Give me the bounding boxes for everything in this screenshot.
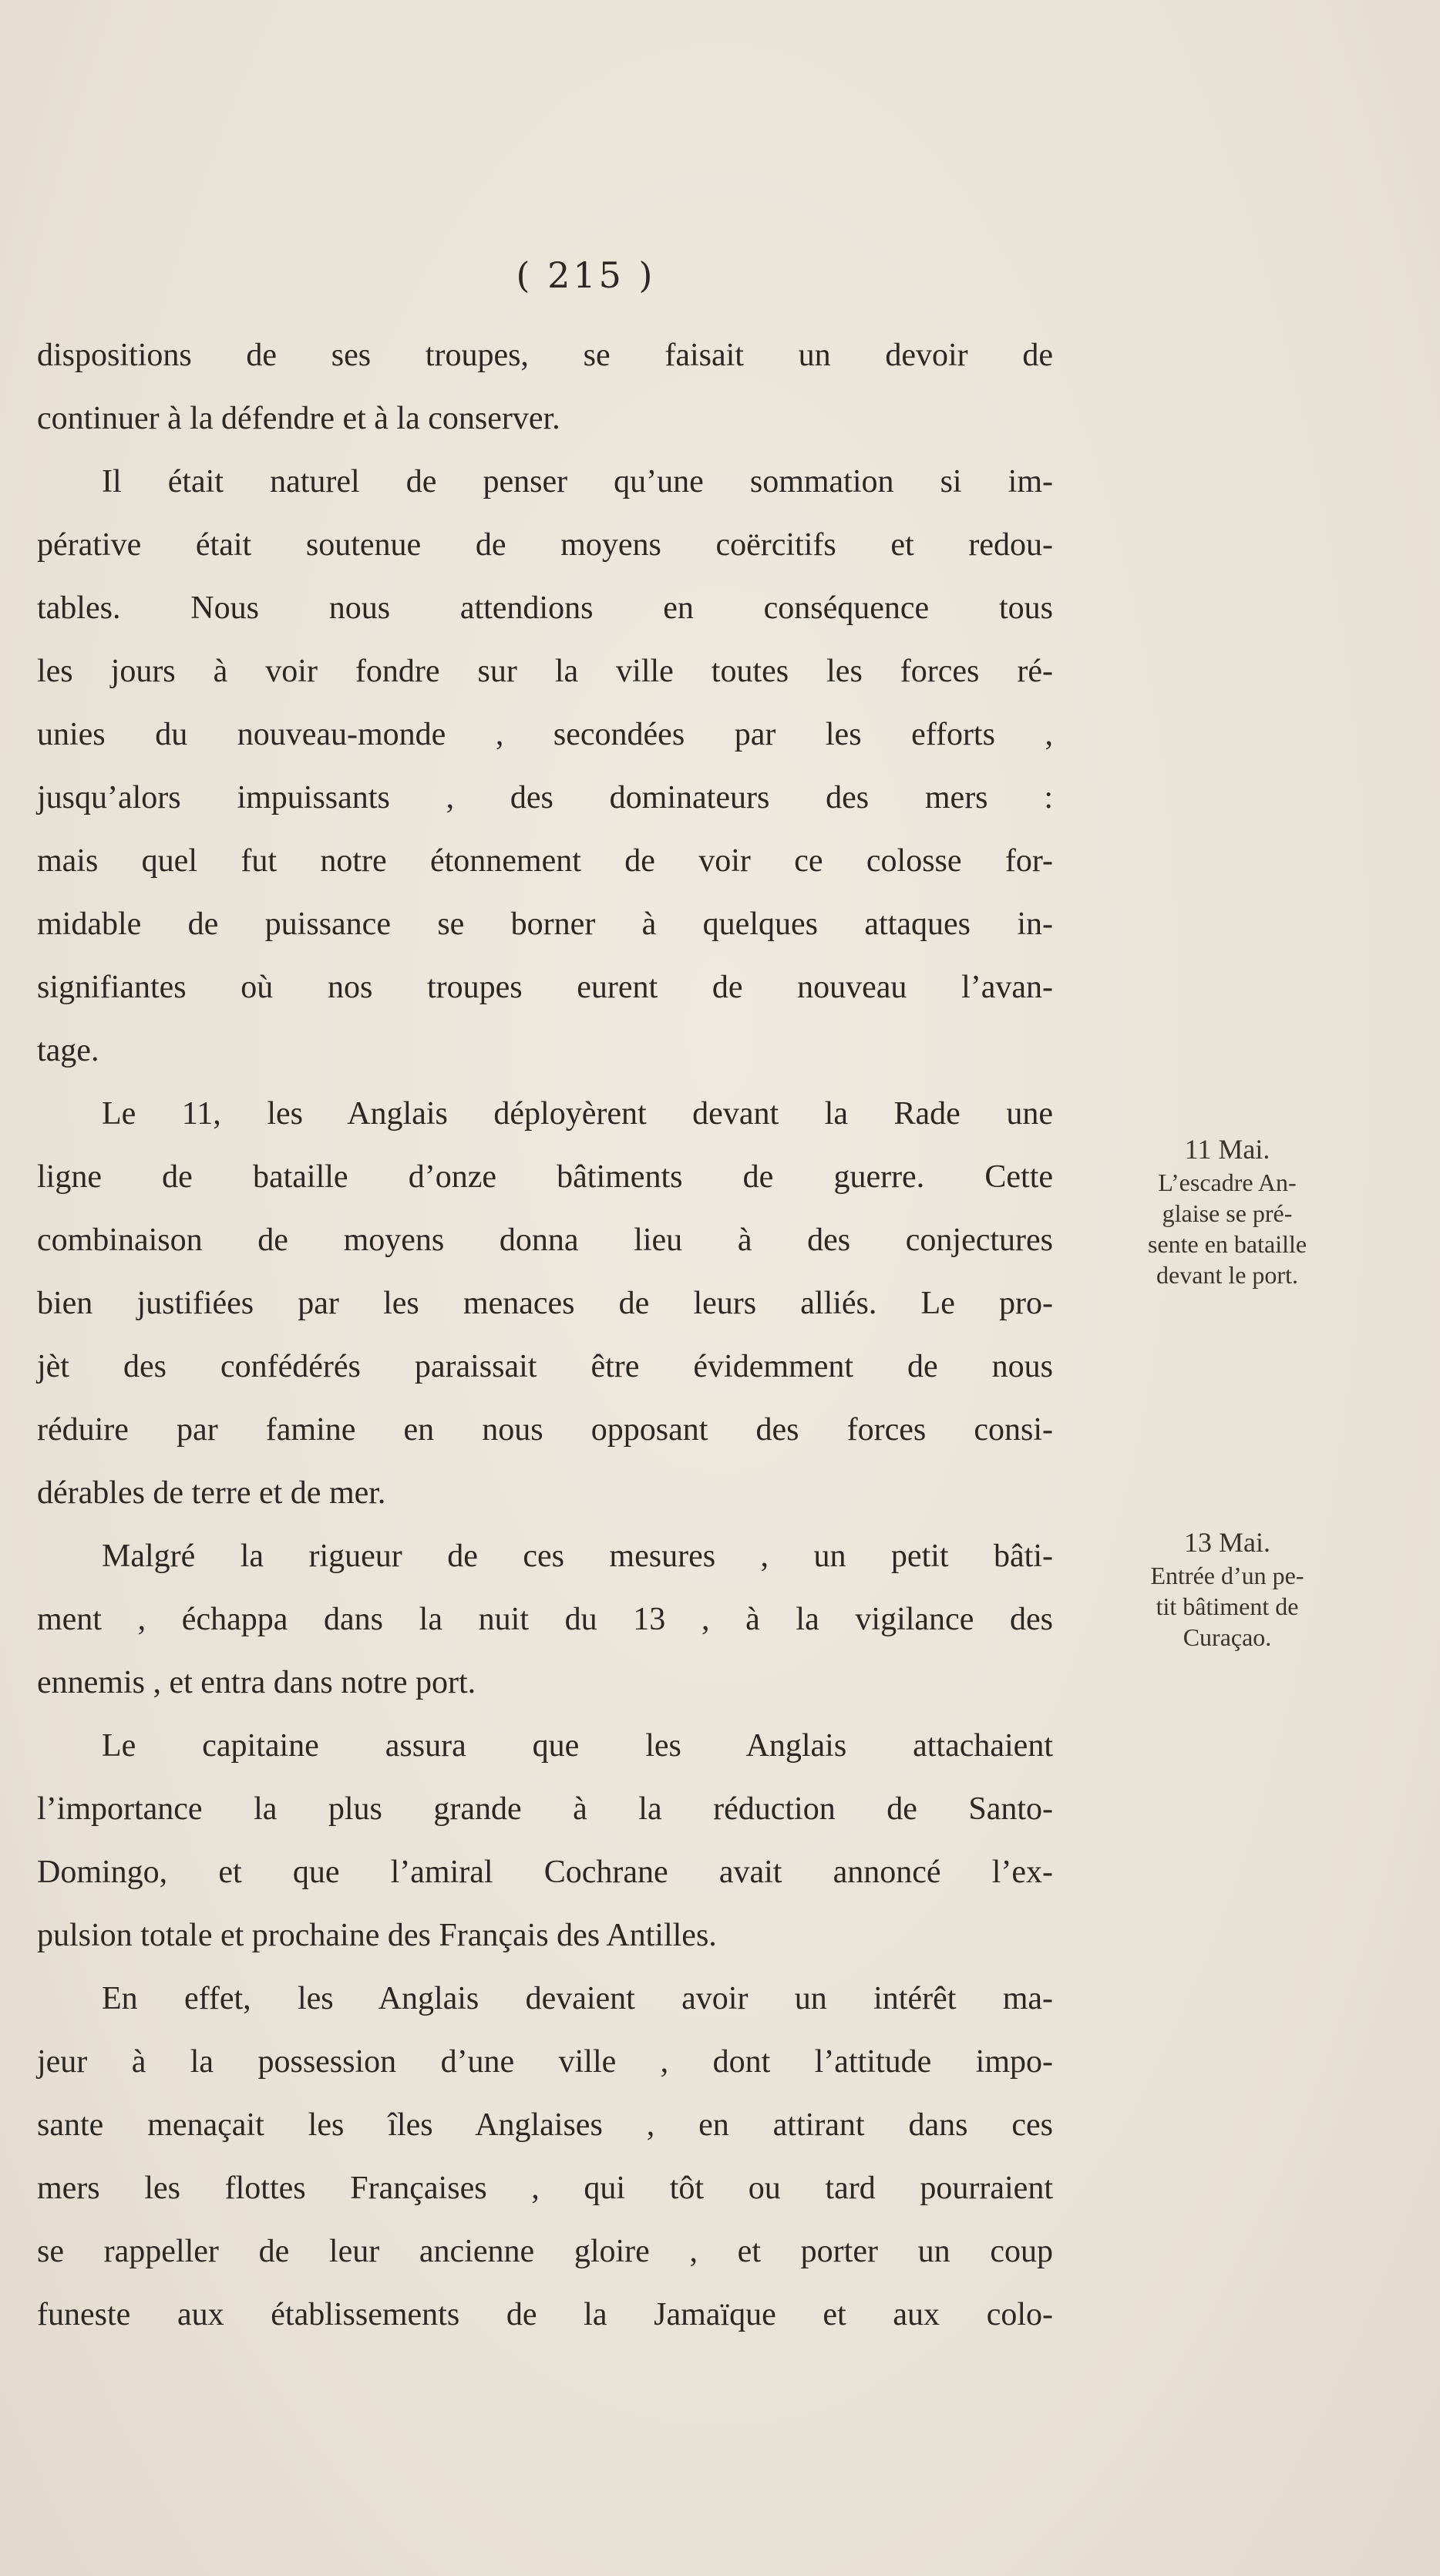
text-line: Le 11, les Anglais déployèrent devant la Rade une (102, 1096, 1053, 1132)
text-line: Domingo, et que l’amiral Cochrane avait annoncé l’ex- (37, 1855, 1053, 1890)
text-line: ligne de bataille d’onze bâtiments de guerre. Cette (37, 1159, 1053, 1195)
text-line: ennemis , et entra dans notre port. (37, 1665, 476, 1700)
margin-note-line: Curaçao. (1183, 1623, 1272, 1651)
text-line: les jours à voir fondre sur la ville toutes les forces ré- (37, 654, 1053, 689)
text-line: jèt des confédérés paraissait être évidemment de nous (37, 1349, 1053, 1384)
margin-note-date: 13 Mai. (1184, 1527, 1270, 1558)
margin-note-13-mai (1104, 1525, 1351, 1653)
text-line: dispositions de ses troupes, se faisait un devoir de (37, 338, 1053, 373)
text-line: se rappeller de leur ancienne gloire , et porter un coup (37, 2234, 1053, 2269)
text-line: continuer à la défendre et à la conserver. (37, 401, 560, 436)
text-line: tage. (37, 1033, 99, 1068)
text-line: mers les flottes Françaises , qui tôt ou tard pourraient (37, 2171, 1053, 2206)
margin-note-line: glaise se pré- (1162, 1199, 1293, 1227)
text-line: mais quel fut notre étonnement de voir ce colosse for- (37, 843, 1053, 879)
text-line: unies du nouveau-monde , secondées par les efforts , (37, 717, 1053, 752)
text-line: funeste aux établissements de la Jamaïque et aux colo- (37, 2297, 1053, 2332)
text-line: ment , échappa dans la nuit du 13 , à la vigilance des (37, 1602, 1053, 1637)
page-number: ( 215 ) (516, 254, 656, 296)
margin-note-date: 11 Mai. (1184, 1134, 1270, 1165)
text-line: Il était naturel de penser qu’une sommation si im- (102, 464, 1053, 499)
text-line: jusqu’alors impuissants , des dominateurs des mers : (37, 780, 1053, 816)
text-line: combinaison de moyens donna lieu à des conjectures (37, 1222, 1053, 1258)
text-line: pulsion totale et prochaine des Français des Antilles. (37, 1918, 717, 1953)
text-line: pérative était soutenue de moyens coërcitifs et redou- (37, 527, 1053, 563)
text-line: Le capitaine assura que les Anglais attachaient (102, 1728, 1053, 1764)
text-line: En effet, les Anglais devaient avoir un intérêt ma- (102, 1981, 1053, 2016)
text-line: Malgré la rigueur de ces mesures , un petit bâti- (102, 1539, 1053, 1574)
text-line: signifiantes où nos troupes eurent de nouveau l’avan- (37, 970, 1053, 1005)
text-line: réduire par famine en nous opposant des forces consi- (37, 1412, 1053, 1448)
margin-note-line: L’escadre An- (1158, 1169, 1297, 1196)
text-line: sante menaçait les îles Anglaises , en attirant dans ces (37, 2107, 1053, 2143)
text-line: bien justifiées par les menaces de leurs alliés. Le pro- (37, 1286, 1053, 1321)
text-line: l’importance la plus grande à la réduction de Santo- (37, 1791, 1053, 1827)
text-line: dérables de terre et de mer. (37, 1475, 386, 1511)
text-line: midable de puissance se borner à quelques attaques in- (37, 906, 1053, 942)
margin-note-line: tit bâtiment de (1156, 1592, 1299, 1620)
body-text (37, 324, 1053, 2346)
text-line: jeur à la possession d’une ville , dont l’attitude impo- (37, 2044, 1053, 2080)
text-line: tables. Nous nous attendions en conséquence tous (37, 590, 1053, 626)
margin-note-11-mai (1104, 1132, 1351, 1290)
margin-note-line: devant le port. (1156, 1261, 1298, 1289)
margin-note-line: sente en bataille (1147, 1230, 1307, 1258)
margin-note-line: Entrée d’un pe- (1150, 1562, 1304, 1589)
